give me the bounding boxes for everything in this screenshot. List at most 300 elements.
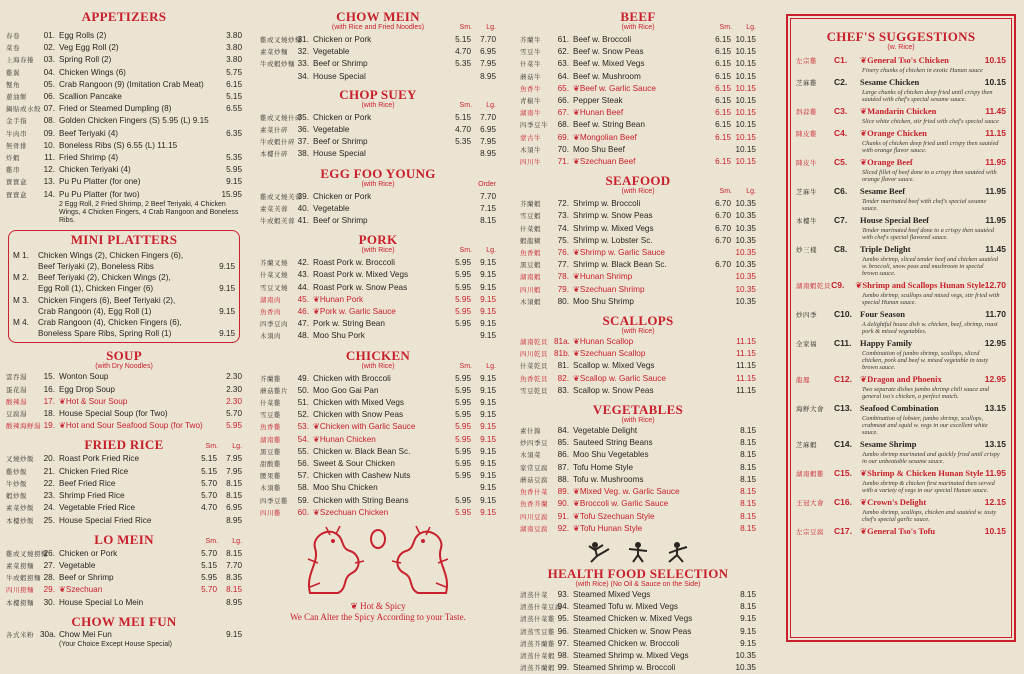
chef-item-code: C1. [834, 55, 848, 65]
small-price: 5.95 [455, 446, 471, 456]
item-number: 97. [557, 638, 569, 648]
menu-item-row [260, 495, 496, 507]
item-price: 5.75 [226, 67, 242, 77]
item-name: Scallop w. Garlic Sauce [579, 373, 666, 383]
large-price: 9.15 [480, 258, 496, 268]
menu-item-row [260, 294, 496, 306]
chef-item-header [796, 106, 1006, 118]
chow-mei-fun-title: CHOW MEI FUN [71, 613, 177, 629]
hot-pepper-icon: ❦ [573, 373, 580, 383]
platter-row [13, 317, 235, 328]
large-price: 9.15 [480, 507, 496, 517]
item-price: 9.15 [740, 626, 756, 636]
item-name: Chicken with Garlic Sauce [319, 422, 416, 432]
small-price: 6.15 [715, 108, 731, 118]
chicken-size-header [448, 363, 496, 370]
item-name: Chicken with Mixed Vegs [313, 398, 405, 408]
small-price: 6.15 [715, 83, 731, 93]
large-price: 9.15 [480, 459, 496, 469]
item-number: 64. [557, 71, 569, 81]
hot-pepper-icon: ❦ [573, 499, 580, 509]
menu-item-row [520, 589, 756, 601]
chef-item-header [796, 215, 1006, 227]
hot-pepper-icon: ❦ [573, 523, 580, 533]
chinese-name: 全家福 [796, 341, 817, 348]
item-number: 43. [297, 270, 309, 280]
item-name: Chicken with Broccoli [313, 373, 391, 383]
small-price: 5.15 [201, 466, 217, 476]
menu-item-row [520, 385, 756, 397]
chop-suey-size-header [448, 102, 496, 109]
menu-item-row [520, 144, 756, 156]
item-name: Vegetable [59, 560, 96, 570]
chef-item-name: Sesame Chicken [860, 77, 920, 87]
chef-item [796, 374, 1006, 400]
large-price: 10.15 [735, 108, 756, 118]
menu-item-row [260, 112, 496, 124]
item-price: 2.30 [226, 384, 242, 394]
item-number: 05. [43, 79, 55, 89]
chinese-name: 芥蘭雞 [260, 375, 281, 383]
item-number: 90. [557, 499, 569, 509]
menu-item-row [520, 296, 756, 308]
chinese-name: 湖南豆腐 [520, 525, 548, 533]
item-name: Boneless Ribs (S) 6.55 (L) 11.15 [59, 140, 178, 150]
item-number: 08. [43, 116, 55, 126]
item-number: 30. [43, 597, 55, 607]
menu-item-row [260, 191, 496, 203]
lo-mein-list [6, 548, 242, 609]
item-price: 5.35 [226, 153, 242, 163]
menu-item-row [520, 449, 756, 461]
item-number: 99. [557, 663, 569, 673]
item-price: 10.35 [735, 650, 756, 660]
platter-row [13, 250, 235, 261]
menu-item-row [260, 318, 496, 330]
health-title: HEALTH FOOD SELECTION [547, 565, 729, 581]
chinese-name: 酸辣海鮮湯 [6, 423, 41, 431]
item-number: 29. [43, 585, 55, 595]
beef-section [520, 10, 756, 168]
large-price: 10.35 [735, 260, 756, 270]
menu-item-row [260, 136, 496, 148]
menu-item-row [6, 453, 242, 465]
chef-item-code: C11. [834, 338, 852, 348]
chow-mein-section [260, 10, 496, 82]
item-number: 30a. [40, 629, 56, 639]
item-name: Sauteed String Beans [573, 438, 653, 448]
large-price: 10.35 [735, 248, 756, 258]
egg-foo-young-list [260, 191, 496, 228]
large-price: 9.15 [480, 471, 496, 481]
hot-pepper-icon: ❦ [59, 421, 66, 431]
item-name: Szechuan Chicken [319, 507, 389, 517]
large-price: 10.15 [735, 83, 756, 93]
chef-item-price: 11.70 [985, 309, 1006, 319]
menu-item-row [6, 176, 242, 188]
chef-item-description: Large chunks of chicken deep fried until crispy then sautéed with chef's special sesame sauce. [862, 89, 993, 103]
menu-item-row [520, 34, 756, 46]
item-price: 11.15 [736, 385, 756, 395]
chef-item-code: C9. [831, 280, 845, 290]
platter-row [13, 261, 235, 272]
chop-suey-list [260, 112, 496, 161]
small-price: 5.95 [455, 434, 471, 444]
item-name: House Special [313, 149, 366, 159]
chinese-name: 青椒牛 [520, 98, 541, 106]
item-number: 66. [557, 96, 569, 106]
chinese-name: 牛肉串 [6, 130, 27, 138]
chinese-name: 什菜叉燒 [260, 272, 288, 280]
hot-pepper-icon: ❦ [313, 294, 320, 304]
item-number: 70. [557, 144, 569, 154]
chinese-name: 雪豆蝦 [520, 213, 541, 221]
chef-item-code: C16. [834, 497, 852, 507]
chinese-name: 魚香蝦 [520, 250, 541, 258]
chef-item-description: Jumbo shrimp, sliced tender beef and chicken sautéed w. broccoli, snow peas and mushroom in special brown sauce. [862, 256, 999, 277]
hot-pepper-icon: ❦ [860, 157, 868, 167]
menu-item-row [260, 434, 496, 446]
platter-row [13, 283, 235, 294]
item-name: Beef w. String Bean [573, 120, 645, 130]
menu-item-row [520, 46, 756, 58]
chef-item-name: Mandarin Chicken [867, 106, 937, 116]
item-number: 48. [297, 331, 309, 341]
large-price: 7.95 [226, 466, 242, 476]
seafood-size-header [708, 188, 756, 195]
seafood-title: SEAFOOD [605, 173, 671, 189]
chinese-name: 本樓牛 [796, 218, 817, 225]
menu-item-row [520, 626, 756, 638]
item-number: 83. [557, 385, 569, 395]
chinese-name: 左宗雞 [796, 58, 817, 65]
chef-item-name: General Tso's Tofu [867, 526, 936, 536]
chinese-name: 清蒸芥蘭雞 [520, 640, 555, 648]
item-number: 44. [297, 282, 309, 292]
item-price: 3.80 [226, 31, 242, 40]
item-number: 67. [557, 108, 569, 118]
item-number: 27. [43, 560, 55, 570]
large-price: 7.70 [480, 112, 496, 122]
chef-item-header [796, 309, 1006, 321]
item-name: Fried or Steamed Dumpling (8) [59, 104, 172, 114]
chinese-name: 蘑菇牛 [520, 73, 541, 81]
chef-item-price: 10.15 [984, 55, 1006, 65]
chicken-title: CHICKEN [345, 347, 411, 363]
item-number: 45. [297, 294, 309, 304]
chinese-name: 湖南蝦乾貝 [796, 283, 831, 290]
appetizers-section [6, 10, 242, 225]
chinese-name: 黑豆雞 [260, 448, 281, 456]
small-price: 6.70 [715, 235, 731, 245]
pork-list [260, 257, 496, 342]
item-number: 18. [43, 409, 55, 419]
chinese-name: 湖南牛 [520, 110, 541, 118]
item-price: 11.15 [736, 349, 756, 359]
item-number: 38. [297, 149, 309, 159]
chicken-list [260, 373, 496, 519]
chinese-name: 家常豆腐 [520, 464, 548, 472]
lo-mein-section [6, 533, 242, 609]
item-price: 5.70 [226, 409, 242, 419]
item-price: 8.15 [740, 426, 756, 436]
menu-item-row [6, 67, 242, 79]
small-price: 6.15 [715, 132, 731, 142]
small-price: 5.95 [455, 471, 471, 481]
chinese-name: 四川乾貝 [520, 351, 548, 359]
item-price: 9.15 [226, 629, 242, 639]
hot-pepper-icon: ❦ [573, 337, 580, 347]
large-price: 10.15 [735, 157, 756, 167]
menu-item-row [6, 42, 242, 54]
chinese-name: 叉燒炒飯 [6, 456, 34, 464]
chinese-name: 蛋花湯 [6, 386, 27, 394]
chef-item-price: 11.95 [985, 157, 1006, 167]
menu-item-row [520, 259, 756, 271]
item-name: Roast Pork w. Snow Peas [313, 282, 408, 292]
item-number: 74. [557, 223, 569, 233]
sm-label: Sm. [719, 24, 732, 31]
item-name: Beef w. Broccoli [573, 35, 632, 44]
scallops-list [520, 336, 756, 397]
large-price: 8.15 [226, 585, 242, 595]
mini-platters-list [13, 250, 235, 340]
chinese-name: 龍鳳 [796, 377, 810, 384]
chef-item-code: C10. [834, 309, 852, 319]
menu-item-row [6, 396, 242, 408]
small-price: 5.95 [455, 507, 471, 517]
item-number: 98. [557, 650, 569, 660]
small-price: 6.15 [715, 59, 731, 69]
chinese-name: 芝麻雞 [796, 80, 817, 87]
item-name: Scallop w. Mixed Vegs [573, 361, 655, 371]
menu-item-row [6, 548, 242, 560]
large-price: 7.95 [480, 59, 496, 69]
hot-pepper-icon: ❦ [860, 128, 868, 138]
chinese-name: 左宗豆腐 [796, 529, 824, 536]
item-name: Golden Chicken Fingers (S) 5.95 (L) 9.15 [59, 116, 209, 126]
item-number: 42. [297, 258, 309, 268]
item-name: Steamed Shrimp w. Broccoli [573, 663, 676, 673]
menu-item-row [520, 373, 756, 385]
chef-item-code: C4. [834, 128, 848, 138]
menu-item-row [260, 507, 496, 519]
item-price: 6.35 [226, 128, 242, 138]
small-price: 6.15 [715, 47, 731, 57]
menu-item-row [520, 650, 756, 662]
chinese-name: 蝦龍糊 [520, 237, 541, 245]
item-name: Scallion Pancake [59, 92, 122, 102]
menu-item-row [6, 478, 242, 490]
chef-item-description: Jumbo shrimp & chicken first marinated then served with a variety of vegs in our special Hunan sauce. [862, 480, 995, 494]
menu-item-row [6, 103, 242, 115]
item-price: 5.15 [226, 92, 242, 102]
item-number: 60. [297, 507, 309, 517]
item-price: 10.35 [735, 663, 756, 673]
chef-item-header [796, 468, 1006, 480]
vegetables-title: VEGETABLES [592, 402, 684, 418]
small-price: 5.15 [455, 112, 471, 122]
seafood-subtitle: (with Rice) [621, 188, 655, 196]
chinese-name: 四季豆牛 [520, 122, 548, 130]
chop-suey-title: CHOP SUEY [339, 86, 417, 102]
column-1 [6, 4, 242, 649]
item-number: 20. [43, 454, 55, 464]
menu-item-row [520, 284, 756, 296]
small-price: 6.15 [715, 120, 731, 130]
fried-rice-section [6, 438, 242, 526]
hot-pepper-icon: ❦ [860, 106, 868, 116]
chef-item [796, 186, 1006, 212]
item-number: 11. [44, 153, 55, 163]
hot-pepper-icon: ❦ [573, 487, 580, 497]
menu-item-row [260, 269, 496, 281]
chef-item [796, 77, 1006, 103]
item-number: 85. [557, 438, 569, 448]
chow-mein-subtitle: (with Rice and Fried Noodles) [331, 24, 425, 31]
small-price: 5.95 [455, 307, 471, 317]
item-number: 39. [297, 191, 309, 201]
item-name: House Special [313, 71, 366, 81]
item-name: Spring Roll (2) [59, 55, 112, 65]
item-name: Beef or Shrimp [313, 59, 368, 69]
chinese-name: 雞炒飯 [6, 468, 27, 476]
platter-row [13, 328, 235, 339]
chef-item-header [796, 526, 1006, 538]
item-name: Moo Shu Shrimp [573, 296, 634, 306]
large-price: 8.95 [226, 597, 242, 607]
platter-contents: Crab Rangoon (4), Chicken Fingers (6), [38, 318, 182, 328]
item-name: Shrimp w. Lobster Sc. [573, 235, 653, 245]
item-number: 04. [43, 67, 55, 77]
item-name: Roast Pork Fried Rice [59, 454, 140, 464]
menu-item-row [260, 458, 496, 470]
item-price: 11.15 [736, 373, 756, 383]
lg-label: Lg. [486, 24, 496, 31]
chef-item-name: Sesame Shrimp [860, 439, 917, 449]
chef-item-description: A delightful house dish w. chicken, beef, shrimp, roast pork & mixed vegetables. [862, 321, 998, 335]
small-price: 4.70 [201, 503, 217, 513]
chinese-name: 四川撈麵 [6, 587, 34, 595]
item-number: 95. [557, 614, 569, 624]
chinese-name: 陳皮雞 [796, 131, 817, 138]
item-name: Shrimp w. Garlic Sauce [579, 248, 665, 258]
item-name: Broccoli w. Garlic Sauce [579, 499, 669, 509]
large-price: 9.15 [480, 385, 496, 395]
item-number: 19. [43, 421, 55, 431]
hot-pepper-icon: ❦ [59, 396, 66, 406]
item-price: 8.15 [480, 216, 496, 226]
chinese-name: 魚香雞 [260, 424, 281, 432]
item-number: 47. [297, 319, 309, 329]
large-price: 9.15 [480, 434, 496, 444]
egg-foo-young-title: EGG FOO YOUNG [320, 165, 436, 181]
small-price: 5.95 [455, 385, 471, 395]
large-price: 10.15 [735, 71, 756, 81]
vegetables-section [520, 403, 756, 535]
chinese-name: 黑豆蝦 [520, 262, 541, 270]
item-name: Shrimp w. Black Bean Sc. [573, 260, 667, 270]
item-number: 75. [557, 235, 569, 245]
hot-pepper-icon: ❦ [860, 55, 868, 65]
chef-list [796, 55, 1006, 538]
chinese-name: 木須雞 [260, 485, 281, 493]
small-price: 5.35 [455, 59, 471, 69]
chinese-name: 寶寶盒 [6, 179, 27, 187]
menu-item-row [6, 408, 242, 420]
item-name: Roast Pork w. Broccoli [313, 258, 395, 268]
item-name: Beef Teriyaki (4) [59, 128, 119, 138]
beef-list [520, 34, 756, 168]
chow-mein-size-header [448, 24, 496, 31]
pork-size-header [448, 247, 496, 254]
menu-item-row [260, 397, 496, 409]
menu-item-row [260, 71, 496, 82]
left-dragon-icon [300, 523, 370, 601]
item-number: 81a. [554, 337, 570, 347]
item-name: Chicken with String Beans [313, 495, 409, 505]
chinese-name: 本樓撈麵 [6, 599, 34, 607]
chinese-name: 魚香牛 [520, 85, 541, 93]
chef-item [796, 338, 1006, 371]
chinese-name: 雪豆雞 [260, 412, 281, 420]
menu-item-row [260, 373, 496, 385]
soup-title: SOUP [106, 348, 142, 364]
item-price: 11.15 [736, 337, 756, 347]
chef-item-header [796, 157, 1006, 169]
item-name: Beef w. Mixed Vegs [573, 59, 645, 69]
small-price: 5.95 [455, 258, 471, 268]
item-number: 72. [557, 199, 569, 209]
item-number: 96. [557, 626, 569, 636]
chinese-name: 雞或叉燒炒麵 [260, 37, 302, 44]
lg-label: Lg. [746, 24, 756, 31]
chef-item [796, 497, 1006, 523]
item-number: 37. [297, 137, 309, 147]
chow-mein-title: CHOW MEIN [336, 9, 420, 24]
health-subtitle: (with Rice) (No Oil & Sauce on the Side) [575, 580, 701, 588]
menu-item-row [520, 210, 756, 222]
menu-item-row [260, 148, 496, 160]
soup-section [6, 349, 242, 432]
chef-item-description: Sliced fillet of beef done to a crispy then sautéed with orange flavor sauce. [862, 169, 997, 183]
item-name: Beef Fried Rice [59, 478, 116, 488]
item-name: House Special Soup (for Two) [59, 409, 168, 419]
item-number: 81. [557, 361, 569, 371]
small-price: 5.95 [201, 573, 217, 583]
chef-item-price: 11.45 [985, 106, 1006, 116]
item-name: Chicken Fried Rice [59, 466, 129, 476]
chef-item-name: Sesame Beef [860, 186, 906, 196]
item-name: Fried Shrimp (4) [59, 153, 119, 163]
item-price: 2.30 [226, 372, 242, 382]
chef-item-description: Tender marinated beef with chef's special sesame sauce. [862, 198, 987, 212]
item-name: Steamed Tofu w. Mixed Vegs [573, 602, 678, 612]
chow-mein-list [260, 34, 496, 82]
chef-item-price: 10.15 [984, 526, 1006, 536]
chef-item-name: Orange Beef [867, 157, 913, 167]
chefs-suggestions-box [786, 14, 1016, 642]
large-price: 6.95 [480, 125, 496, 135]
item-price: 3.80 [226, 43, 242, 53]
menu-item-row [520, 119, 756, 131]
large-price: 8.95 [480, 149, 496, 159]
item-number: 59. [297, 495, 309, 505]
item-name: Vegetable [313, 47, 350, 57]
item-number: 61. [557, 35, 569, 44]
large-price: 6.95 [480, 47, 496, 57]
chef-item-description: Chunks of chicken deep fried until crispy then sautéed with orange flavor sauce. [862, 140, 999, 154]
